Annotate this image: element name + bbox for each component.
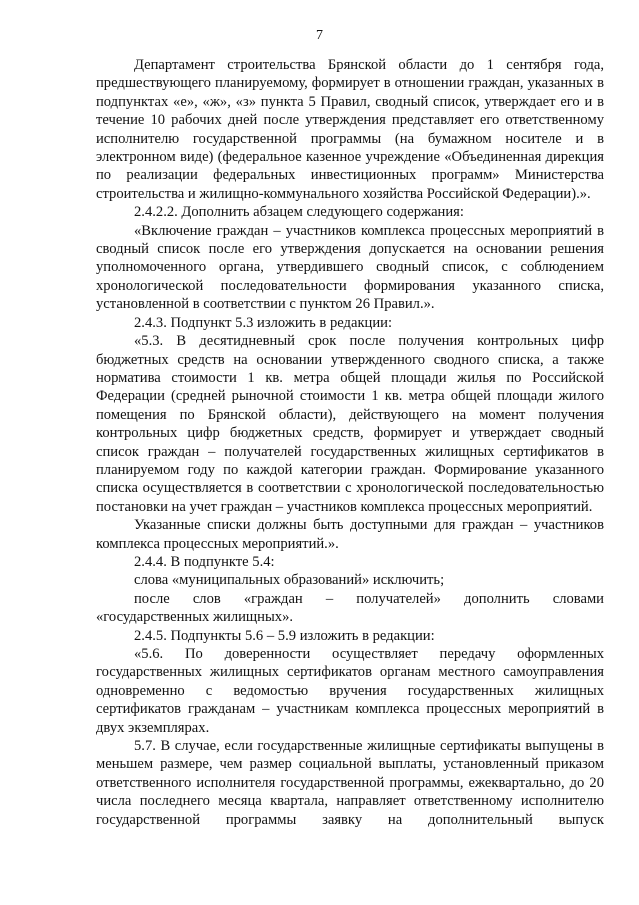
paragraph: 5.7. В случае, если государственные жилищные сертификаты выпущены в меньшем размере, чем размер социальной выплаты, установленный приказом ответственного исполнителя государственной программы, ежеквартально, до 20 числа последнего месяца квартала, направляет ответственному исполнителю государственной программы заявку на дополнительный выпуск [96,738,604,828]
paragraph: «5.6. По доверенности осуществляет передачу оформленных государственных жилищных сертификатов органам местного самоуправления одновременно с ведомостью вручения государственных жилищных сертификатов гражданам – участникам комплекса процессных мероприятий в двух экземплярах. [96,646,604,736]
paragraph: 2.4.4. В подпункте 5.4: [134,553,275,570]
paragraph: после слов «граждан – получателей» дополнить словами «государственных жилищных». [96,590,604,626]
paragraph: «5.3. В десятидневный срок после получения контрольных цифр бюджетных средств на основании утвержденного сводного списка, а также норматива стоимости 1 кв. метра общей площади жилья по Российской Федерации (средней рыночной стоимости 1 кв. метра общей площади жилого помещения по Брянской области), действующего на момент получения контрольных цифр бюджетных средств, формирует и утверждает сводный список граждан – получателей государственных жилищных сертификатов в планируемом году по каждой категории граждан. Формирование указанного списка осуществляется в соответствии с хронологической последовательностью постановки на учет граждан – участников комплекса процессных мероприятий. [96,333,604,515]
paragraph: 2.4.2.2. Дополнить абзацем следующего содержания: [134,204,464,221]
paragraph: 2.4.5. Подпункты 5.6 – 5.9 изложить в редакции: [134,627,435,644]
paragraph: Департамент строительства Брянской области до 1 сентября года, предшествующего планируемому, формирует в отношении граждан, указанных в подпунктах «е», «ж», «з» пункта 5 Правил, сводный список, утверждает его и в течение 10 рабочих дней после утверждения представляет его ответственному исполнителю государственной программы (на бумажном носителе и в электронном виде) (федеральное казенное учреждение «Объединенная дирекция по реализации федеральных инвестиционных программ» Министерства строительства и жилищно-коммунального хозяйства Российской Федерации).». [96,57,604,202]
paragraph: «Включение граждан – участников комплекса процессных мероприятий в сводный список после его утверждения допускается на основании решения уполномоченного органа, утвердившего сводный список, с соблюдением хронологической последовательности формирования указанного списка, установленной в соответствии с пунктом 26 Правил.». [96,222,604,313]
paragraph: 2.4.3. Подпункт 5.3 изложить в редакции: [134,314,393,331]
paragraph: Указанные списки должны быть доступными для граждан – участников комплекса процессных мероприятий.». [96,517,604,552]
page-number: 7 [316,28,323,43]
paragraph: слова «муниципальных образований» исключить; [134,572,445,589]
document-body [96,56,604,829]
